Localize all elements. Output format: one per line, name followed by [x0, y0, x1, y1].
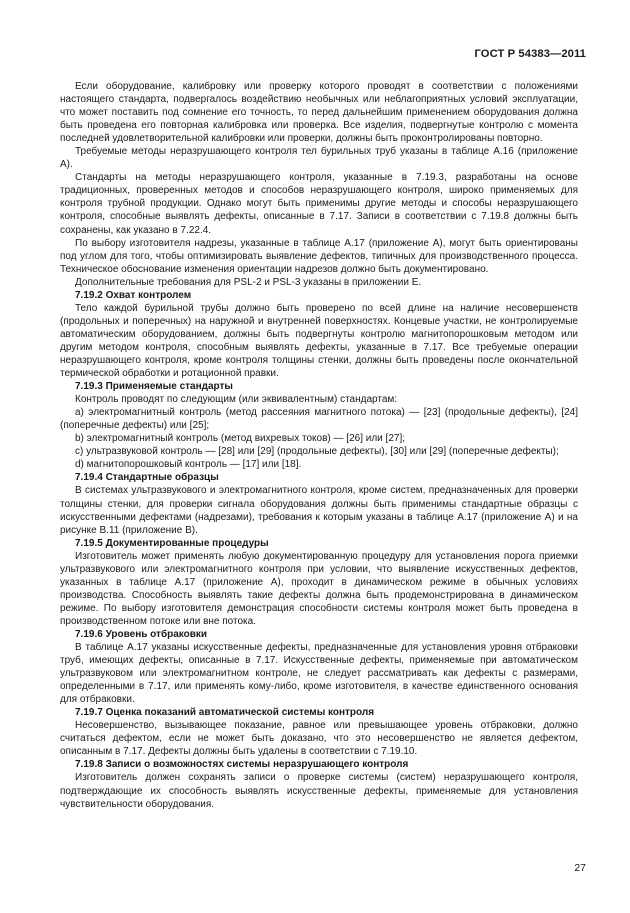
page-number: 27 — [574, 862, 586, 874]
paragraph: Изготовитель может применять любую документированную процедуру для установления порога приемки ультразвукового или электромагнитного контроля при условии, что выявление искусственных дефектов, указанных в таблице А.17 (приложение А), проходит в динамическом режиме в обычных условиях производства. Способность выявлять такие дефекты должна быть продемонстрирована в динамическом режиме. По выбору изготовителя демонстрация способности системы контроля может быть проведена в производственном потоке или вне потока. — [60, 550, 578, 627]
section-heading-7-19-6: 7.19.6 Уровень отбраковки — [75, 628, 208, 640]
paragraph: Тело каждой бурильной трубы должно быть проверено по всей длине на наличие несовершенств (продольных и поперечных) на наружной и внутренней поверхностях. Концевые участки, не контролируемые автоматическим оборудованием, должны быть подвергнуты контролю магнитопорошковым методом или другим методом контроля, способным выявлять дефекты, указанные в 7.17. Все требуемые операции неразрушающего контроля, кроме контроля толщины стенки, должны быть проведены после окончательной термической обработки и ротационной правки. — [60, 302, 578, 380]
paragraph: Требуемые методы неразрушающего контроля тел бурильных труб указаны в таблице А.16 (приложение А). — [60, 146, 578, 171]
list-item: а) электромагнитный контроль (метод рассеяния магнитного потока) — [23] (продольные дефекты), [24] (поперечные дефекты) или [25]; — [60, 407, 578, 432]
section-heading-7-19-3: 7.19.3 Применяемые стандарты — [75, 381, 233, 393]
paragraph: Дополнительные требования для PSL-2 и PSL-3 указаны в приложении Е. — [75, 276, 422, 288]
section-heading-7-19-5: 7.19.5 Документированные процедуры — [75, 537, 269, 549]
document-code: ГОСТ Р 54383—2011 — [474, 48, 586, 60]
section-heading-7-19-8: 7.19.8 Записи о возможностях системы неразрушающего контроля — [75, 759, 409, 771]
document-body — [60, 80, 578, 811]
paragraph: Если оборудование, калибровку или проверку которого проводят в соответствии с положениями настоящего стандарта, подвергалось воздействию необычных или неблагоприятных условий эксплуатации, что может поставить под сомнение его точность, то перед дальнейшим применением оборудования должна быть проведена его повторная калибровка или проверка. Все изделия, подвергнутые контролю с момента последней удовлетворительной калибровки или проверки, должны быть проконтролированы повторно. — [60, 81, 578, 145]
section-heading-7-19-7: 7.19.7 Оценка показаний автоматической системы контроля — [75, 707, 375, 719]
list-item: c) ультразвуковой контроль — [28] или [29] (продольные дефекты), [30] или [29] (поперечные дефекты); — [75, 446, 559, 458]
paragraph: В системах ультразвукового и электромагнитного контроля, кроме систем, предназначенных для проверки толщины стенки, для проверки сигнала оборудования должны быть применимы стандартные образцы с искусственными дефектами (надрезами), требования к которым указаны в таблице А.17 (приложение А) и на рисунке В.11 (приложение В). — [60, 485, 578, 536]
paragraph: Стандарты на методы неразрушающего контроля, указанные в 7.19.3, разработаны на основе традиционных, проверенных методов и способов неразрушающего контроля, широко применяемых для контроля трубной продукции. Однако могут быть применимы другие методы и способы неразрушающего контроля, способные выявлять дефекты, описанные в 7.17. Записи в соответствии с 7.19.8 должны быть сохранены, как указано в 7.22.4. — [60, 172, 578, 236]
list-item: b) электромагнитный контроль (метод вихревых токов) — [26] или [27]; — [75, 433, 405, 445]
list-item: d) магнитопорошковый контроль — [17] или [18]. — [75, 459, 302, 471]
section-heading-7-19-2: 7.19.2 Охват контролем — [75, 289, 192, 301]
paragraph: Контроль проводят по следующим (или эквивалентным) стандартам: — [75, 394, 398, 406]
paragraph: По выбору изготовителя надрезы, указанные в таблице А.17 (приложение А), могут быть ориентированы под углом для того, чтобы оптимизировать выявление дефектов, типичных для производственного процесса. Техническое обоснование изменения ориентации надрезов должно быть документировано. — [60, 237, 578, 275]
section-heading-7-19-4: 7.19.4 Стандартные образцы — [75, 472, 219, 484]
paragraph: В таблице А.17 указаны искусственные дефекты, предназначенные для установления уровня отбраковки труб, имеющих дефекты, описанные в 7.17. Искусственные дефекты, применяемые при автоматическом ультразвуковом или электромагнитном контроле, не следует рассматривать как дефекты с размерами, определенными в 7.17, или применять кому-либо, кроме изготовителя, в качестве единственного основания для отбраковки. — [60, 642, 578, 706]
paragraph: Изготовитель должен сохранять записи о проверке системы (систем) неразрушающего контроля, подтверждающие их способность выявлять искусственные дефекты, применяемые для установления чувствительности оборудования. — [60, 772, 578, 810]
paragraph: Несовершенство, вызывающее показание, равное или превышающее уровень отбраковки, должно считаться дефектом, если не может быть доказано, что это несовершенство не является дефектом, описанным в 7.17. Дефекты должны быть удалены в соответствии с 7.19.10. — [60, 720, 578, 758]
